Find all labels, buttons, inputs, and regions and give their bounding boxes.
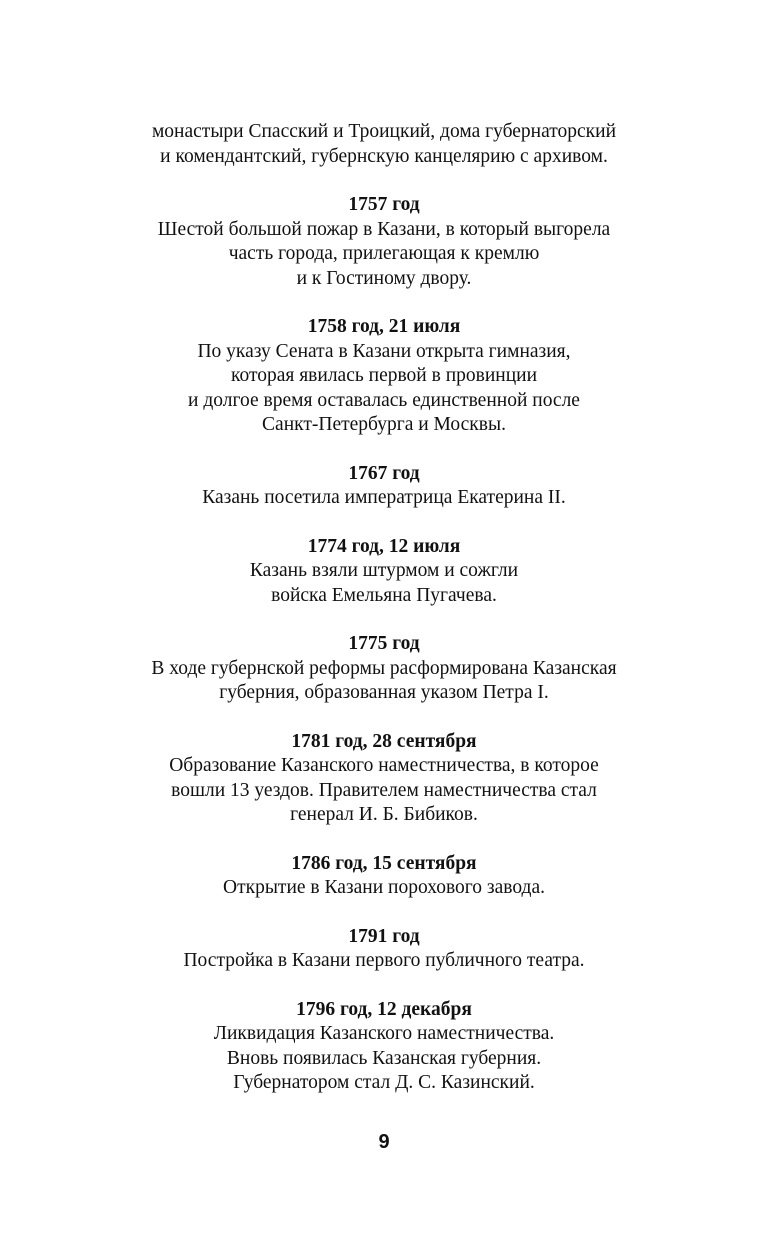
text-line: Санкт-Петербурга и Москвы. [262,414,506,435]
text-line: Вновь появилась Казанская губерния. [226,1047,542,1069]
text-line: и долгое время оставалась единственной после [188,389,580,411]
text-line: войска Емельяна Пугачева. [271,584,497,606]
entry-date: 1781 год, 28 сентября [291,730,477,752]
entry-date: 1774 год, 12 июля [307,535,461,557]
chronology-entry [0,315,768,438]
text-line: Казань посетила императрица Екатерина II. [202,487,566,508]
text-line: Открытие в Казани порохового завода. [223,877,545,898]
text-line: Казань взяли штурмом и сожгли [249,560,519,581]
chronology-entry [0,925,768,974]
text-line: В ходе губернской реформы расформирована Казанская [151,657,617,679]
entry-date: 1758 год, 21 июля [307,316,461,337]
entry-date: 1796 год, 12 декабря [296,998,472,1020]
page-text [0,120,768,1096]
intro-paragraph [0,120,768,169]
chronology-entry [0,730,768,828]
text-line: монастыри Спасский и Троицкий, дома губернаторский [151,121,617,142]
chronology-entry [0,535,768,609]
text-line: которая явилась первой в провинции [230,365,538,386]
text-line: Образование Казанского наместничества, в которое [169,755,599,776]
entry-date: 1767 год [348,462,420,484]
text-line: губерния, образованная указом Петра I. [219,682,549,703]
chronology-entry [0,998,768,1096]
text-line: и комендантский, губернскую канцелярию с архивом. [160,145,608,167]
entry-date: 1786 год, 15 сентября [291,852,477,874]
entry-date: 1791 год [348,925,420,947]
text-line: Шестой большой пожар в Казани, в который выгорела [157,218,611,240]
text-line: вошли 13 уездов. Правителем наместничества стал [171,779,597,801]
chronology-entry [0,852,768,901]
text-line: Ликвидация Казанского наместничества. [213,1023,555,1044]
text-line: Губернатором стал Д. С. Казинский. [233,1072,535,1093]
text-line: часть города, прилегающая к кремлю [228,243,540,264]
text-line: и к Гостиному двору. [296,267,472,289]
chronology-entry [0,632,768,706]
chronology-entry [0,193,768,291]
text-line: генерал И. Б. Бибиков. [290,804,478,825]
text-line: Постройка в Казани первого публичного театра. [183,950,585,971]
page-number: 9 [378,1131,390,1153]
chronology-entry [0,462,768,511]
entry-date: 1757 год [348,194,420,215]
text-line: По указу Сената в Казани открыта гимназия, [197,340,571,362]
entry-date: 1775 год [348,633,420,654]
